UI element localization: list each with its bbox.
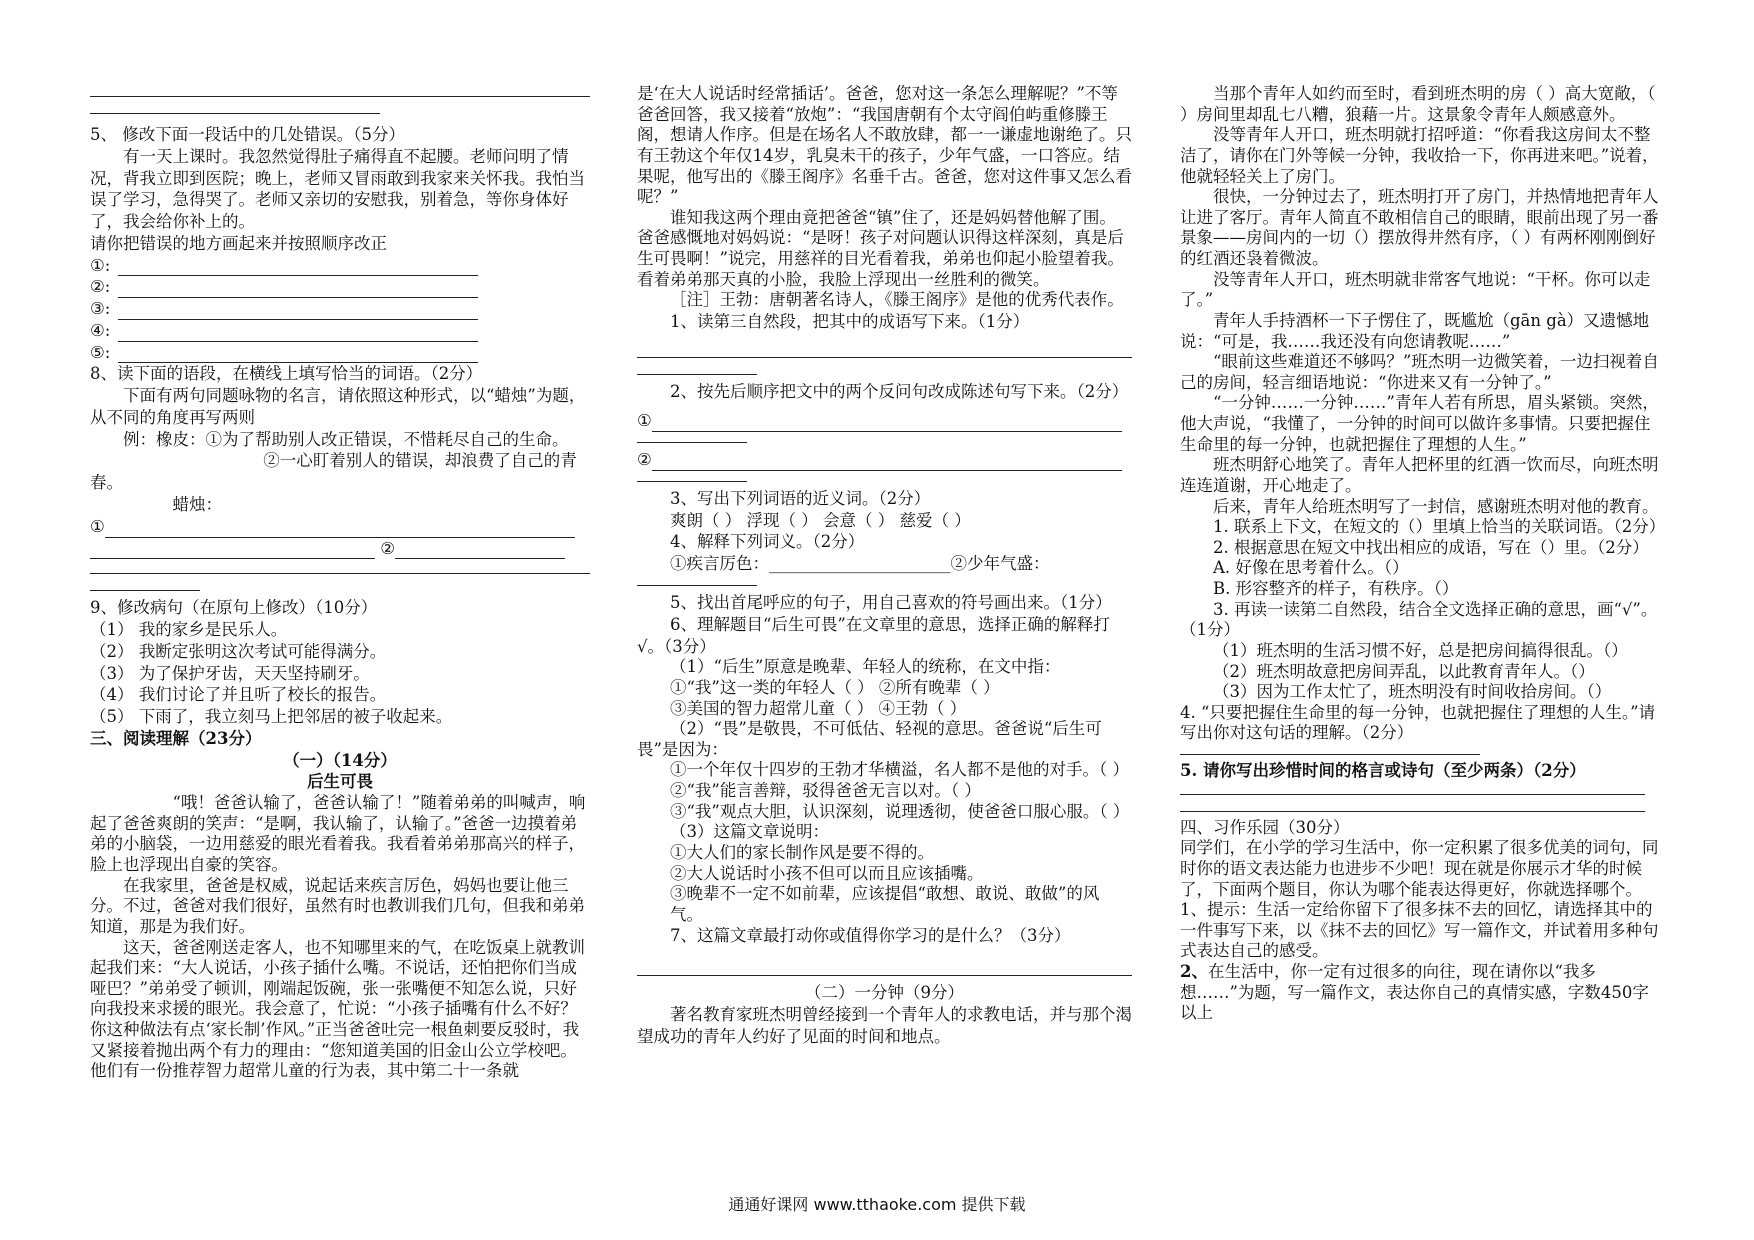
part-1-title: （一）（14分） xyxy=(283,750,397,770)
option: （2）班杰明故意把房间弄乱，以此教育青年人。（） xyxy=(1213,661,1595,681)
answer-line xyxy=(1180,744,1480,755)
question-5-instruction: 请你把错误的地方画起来并按照顺序改正 xyxy=(90,233,387,253)
part-2-intro: 著名教育家班杰明曾经接到一个青年人的求教电话，并与那个渴望成功的青年人约好了见面的时间和地点。 xyxy=(637,1004,1132,1046)
question-9-title: 9、修改病句（在原句上修改）（10分） xyxy=(90,598,378,618)
section-4-title: 四、习作乐园（30分） xyxy=(1180,817,1350,837)
answer-row: ④: xyxy=(90,320,590,342)
paragraph: “哦！爸爸认输了，爸爸认输了！”随着弟弟的叫喊声，响起了爸爸爽朗的笑声：“是啊，我认输了，认输了。”爸爸一边摸着弟弟的小脑袋，一边用慈爱的眼光看着我。我看着弟弟那高兴的样子，脸上也浮现出自豪的笑容。 xyxy=(90,793,586,875)
question-6-options xyxy=(637,657,1132,925)
story-title: 后生可畏 xyxy=(307,772,373,792)
question-4-items: ①疾言厉色：______________________②少年气盛： xyxy=(670,554,1050,574)
option: ①“我”这一类的年轻人（ ） ②所有晚辈（ ） xyxy=(670,677,1000,697)
answer-line xyxy=(90,103,380,114)
option: （3）因为工作太忙了，班杰明没有时间收拾房间。（） xyxy=(1213,682,1612,702)
paragraph: “眼前这些难道还不够吗？”班杰明一边微笑着，一边扫视着自己的房间，轻言细语地说：“你进来又有一分钟了。” xyxy=(1180,352,1659,392)
section-4-intro: 同学们，在小学的学习生活中，你一定积累了很多优美的词句，同时你的语文表达能力也进步不少吧！现在就是你展示才华的时候了，下面两个题目，你认为哪个能表达得更好，你就选择哪个。 xyxy=(1180,838,1659,899)
option: ③“我”观点大胆，认识深刻，说理透彻，使爸爸口服心服。（ ） xyxy=(670,801,1130,821)
option: A. 好像在思考着什么。（） xyxy=(1213,558,1409,578)
question-9-item: （3） 为了保护牙齿，天天坚持刷牙。 xyxy=(90,663,370,683)
answer-row: ①: xyxy=(90,255,590,277)
option: （1）“后生”原意是晚辈、年轻人的统称，在文中指： xyxy=(670,657,1061,677)
option: ②“我”能言善辩，驳得爸爸无言以对。（ ） xyxy=(670,781,981,801)
option: （2）“畏”是敬畏，不可低估、轻视的意思。爸爸说“后生可畏”是因为： xyxy=(637,719,1102,759)
question-3-words: 爽朗（ ） 浮现（ ） 会意（ ） 慈爱（ ） xyxy=(670,510,971,530)
paragraph: 后来，青年人给班杰明写了一封信，感谢班杰明对他的教育。 xyxy=(1213,496,1659,516)
paragraph: 当那个青年人如约而至时，看到班杰明的房（ ）高大宽敞，（ ）房间里却乱七八糟，狼藉一片。这景象令青年人颇感意外。 xyxy=(1180,84,1656,124)
answer-line xyxy=(637,364,757,375)
option: （3）这篇文章说明： xyxy=(670,822,829,842)
column-left xyxy=(90,84,590,1082)
column-middle xyxy=(637,84,1132,1047)
option: ③美国的智力超常儿童（ ） ④王勃（ ） xyxy=(670,698,967,718)
option: （1）班杰明的生活习惯不好，总是把房间搞得很乱。（） xyxy=(1213,640,1628,660)
answer-line xyxy=(1180,784,1645,795)
question-5-title: 5、 修改下面一段话中的几处错误。（5分） xyxy=(90,125,405,144)
paragraph: 这天，爸爸刚送走客人，也不知哪里来的气，在吃饭桌上就教训起我们来：“大人说话，小孩子插什么嘴。不说话，还怕把你们当成哑巴？”弟弟受了顿训，刚端起饭碗，张一张嘴便不知怎么说，只好向我投来求援的眼光。我会意了，忙说：“小孩子插嘴有什么不好？你这种做法有点‘家长制’作风。”正当爸爸吐完一根鱼刺要反驳时，我又紧接着抛出两个有力的理由：“您知道美国的旧金山公立学校吧。他们有一份推荐智力超常儿童的行为表，其中第二十一条就 xyxy=(90,937,585,1081)
paragraph: 青年人手持酒杯一下子愣住了，既尴尬（gān gà）又遗憾地说：“可是，我……我还没有向您请教呢……” xyxy=(1180,310,1650,351)
option: ①大人们的家长制作风是要不得的。 xyxy=(670,842,934,862)
paragraph: 是‘在大人说话时经常插话’。爸爸，您对这一条怎么理解呢？”不等爸爸回答，我又接着“放炮”：“我国唐朝有个太守阎伯屿重修滕王阁，想请人作序。但是在场名人不敢放肆，都一一谦虚地谢绝了。只有王勃这个年仅14岁，乳臭未干的孩子，少年气盛，一口答应。结果呢，他写出的《滕王阁序》名垂千古。爸爸，您对这件事又怎么看呢？” xyxy=(637,84,1132,207)
option: ③晚辈不一定不如前辈，应该提倡“敢想、敢说、敢做”的风气。 xyxy=(670,884,1100,924)
paragraph: 谁知我这两个理由竟把爸爸“镇”住了，还是妈妈替他解了围。爸爸感慨地对妈妈说：“是呀！孩子对问题认识得这样深刻，真是后生可畏啊！”说完，用慈祥的目光看着我，弟弟也仰起小脸望着我。看着弟弟那天真的小脸，我脸上浮现出一丝胜利的微笑。 xyxy=(637,207,1124,289)
section-3-title: 三、阅读理解（23分） xyxy=(90,728,262,748)
question-5: 5、找出首尾呼应的句子，用自己喜欢的符号画出来。（1分） xyxy=(670,593,1112,612)
question-8-intro: 下面有两句同题咏物的名言，请依照这种形式，以“蜡烛”为题，从不同的角度再写两则 xyxy=(90,386,586,427)
part-2-title: （二）一分钟（9分） xyxy=(805,983,964,1003)
paragraph: 在我家里，爸爸是权威，说起话来疾言厉色，妈妈也要让他三分。不过，爸爸对我们很好，虽然有时也教训我们几句，但我和弟弟知道，那是为我们好。 xyxy=(90,875,585,936)
paragraph: 没等青年人开口，班杰明就非常客气地说：“干杯。你可以走了。” xyxy=(1180,269,1651,310)
question-3: 3. 再读一读第二自然段，结合全文选择正确的意思，画“√”。（1分） xyxy=(1180,599,1658,640)
writing-option-1: 1、提示：生活一定给你留下了很多抹不去的回忆，请选择其中的一件事写下来，以《抹不去的回忆》写一篇作文，并试着用多种句式表达自己的感受。 xyxy=(1180,900,1659,961)
question-4: 4、解释下列词义。（2分） xyxy=(670,532,865,552)
option: B. 形容整齐的样子，有秩序。（） xyxy=(1213,579,1459,598)
answer-line xyxy=(637,432,747,443)
candle-label: 蜡烛： xyxy=(172,495,222,515)
answer-row: ① xyxy=(637,410,1132,432)
answer-row: ③: xyxy=(90,298,590,320)
question-5-passage: 有一天上课时。我忽然觉得肚子痛得直不起腰。老师问明了情况，背我立即到医院；晚上，老师又冒雨敢到我家来关怀我。我怕当误了学习，急得哭了。老师又亲切的安慰我，别着急，等你身体好了，我会给你补上的。 xyxy=(90,146,585,232)
answer-line xyxy=(90,86,590,97)
question-9-item: （5） 下雨了，我立刻马上把邻居的被子收起来。 xyxy=(90,707,453,727)
question-8-title: 8、读下面的语段，在横线上填写恰当的词语。（2分） xyxy=(90,364,483,384)
answer-row: ① xyxy=(90,516,590,538)
writing-option-2: 2、在生活中，你一定有过很多的向往，现在请你以“我多想……”为题，写一篇作文，表达你自己的真情实感，字数450字以上 xyxy=(1180,962,1649,1023)
question-9-item: （1） 我的家乡是民乐人。 xyxy=(90,620,288,640)
question-8-example-2: ②一心盯着别人的错误，却浪费了自己的青春。 xyxy=(90,451,577,493)
question-4: 4. “只要把握住生命里的每一分钟，也就把握住了理想的人生。”请写出你对这句话的理解。（2分） xyxy=(1180,702,1656,743)
answer-row: ② xyxy=(90,538,590,560)
question-9-item: （2） 我断定张明这次考试可能得满分。 xyxy=(90,641,387,661)
answer-line xyxy=(90,580,200,591)
question-3: 3、写出下列词语的近义词。（2分） xyxy=(670,488,931,508)
question-7: 7、这篇文章最打动你或值得你学习的是什么？（3分） xyxy=(670,926,1071,946)
option: ①一个年仅十四岁的王勃才华横溢，名人都不是他的对手。（ ） xyxy=(670,760,1129,780)
footer-source: 通通好课网 www.tthaoke.com 提供下载 xyxy=(728,1195,1026,1214)
paragraph: 很快，一分钟过去了，班杰明打开了房门，并热情地把青年人让进了客厅。青年人简直不敢相信自己的眼睛，眼前出现了另一番景象——房间内的一切（）摆放得井然有序，（ ）有两杯刚刚倒好的红酒还袅着微波。 xyxy=(1180,187,1659,268)
answer-line xyxy=(637,965,1132,976)
question-6: 6、理解题目“后生可畏”在文章里的意思，选择正确的解释打√。（3分） xyxy=(637,614,1110,656)
question-5: 5. 请你写出珍惜时间的格言或诗句（至少两条）（2分） xyxy=(1180,761,1586,780)
answer-line xyxy=(637,347,1132,358)
question-5-answer-lines xyxy=(90,255,590,364)
question-1: 1. 联系上下文，在短文的（）里填上恰当的关联词语。（2分） xyxy=(1213,517,1666,537)
story-text-continued xyxy=(637,84,1132,311)
answer-line xyxy=(637,471,747,482)
question-2: 2、按先后顺序把文中的两个反问句改成陈述句写下来。（2分） xyxy=(670,381,1129,401)
column-right xyxy=(1180,84,1666,1024)
story-text xyxy=(90,793,590,1082)
question-8-example-1: 例：橡皮：①为了帮助别人改正错误，不惜耗尽自己的生命。 xyxy=(123,429,569,449)
question-9-item: （4） 我们讨论了并且听了校长的报告。 xyxy=(90,685,387,705)
footnote: ［注］王勃：唐朝著名诗人，《滕王阁序》是他的优秀代表作。 xyxy=(670,290,1124,310)
answer-line xyxy=(1180,801,1645,812)
question-1: 1、读第三自然段，把其中的成语写下来。（1分） xyxy=(670,311,1030,331)
answer-row: ⑤: xyxy=(90,342,590,364)
answer-row: ② xyxy=(637,449,1132,471)
paragraph: 班杰明舒心地笑了。青年人把杯里的红酒一饮而尽，向班杰明连连道谢，开心地走了。 xyxy=(1180,455,1659,495)
answer-line xyxy=(637,575,757,586)
paragraph: “一分钟……一分钟……”青年人若有所思，眉头紧锁。突然，他大声说，“我懂了，一分钟的时间可以做许多事情。只要把握住生命里的每一分钟，也就把握住了理想的人生。” xyxy=(1180,393,1659,454)
option: ②大人说话时小孩不但可以而且应该插嘴。 xyxy=(670,863,984,883)
paragraph: 没等青年人开口，班杰明就打招呼道：“你看我这房间太不整洁了，请你在门外等候一分钟，我收拾一下，你再进来吧。”说着，他就轻轻关上了房门。 xyxy=(1180,125,1659,186)
answer-row: ②: xyxy=(90,276,590,298)
question-2: 2. 根据意思在短文中找出相应的成语，写在（）里。（2分） xyxy=(1213,537,1649,557)
answer-line xyxy=(90,563,590,574)
